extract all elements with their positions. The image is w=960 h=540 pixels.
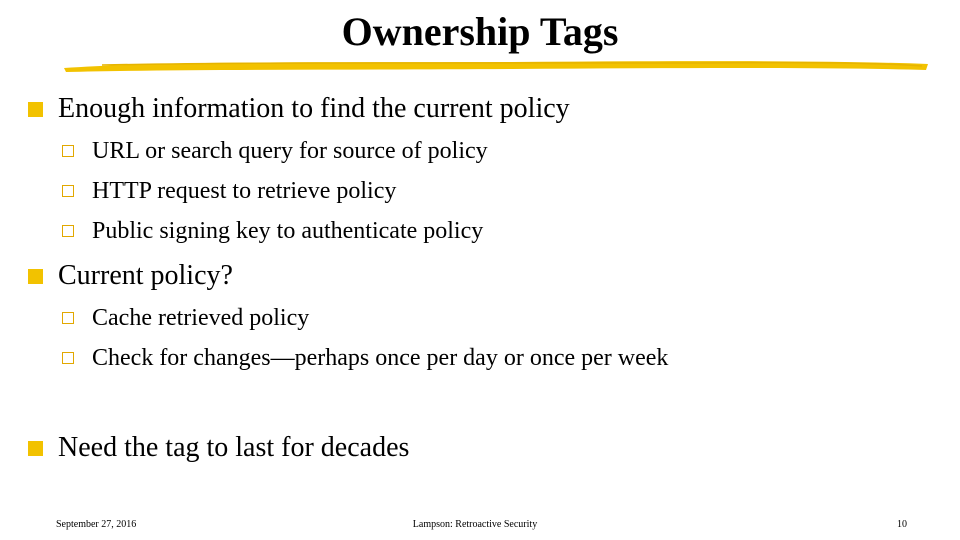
bullet-2 [28, 259, 233, 293]
bullet-3-text: Need the tag to last for decades [58, 432, 410, 463]
sub-bullet [62, 136, 488, 166]
sub-bullet-text: Check for changes—perhaps once per day or once per week [92, 345, 669, 371]
page-number: 10 [897, 519, 907, 530]
sub-bullet [62, 216, 483, 246]
sub-bullet [62, 303, 309, 333]
slide-title: Ownership Tags [341, 9, 619, 54]
sub-bullet-text: HTTP request to retrieve policy [92, 178, 397, 204]
footer-center: Lampson: Retroactive Security [412, 519, 538, 530]
bullet-1-text: Enough information to find the current policy [58, 93, 570, 124]
sub-bullet-text: Cache retrieved policy [92, 305, 310, 331]
hollow-square-icon [62, 145, 74, 157]
hollow-square-icon [62, 312, 74, 324]
bullet-1 [28, 92, 570, 126]
title-underline [62, 54, 932, 76]
sub-bullet [62, 343, 668, 373]
square-bullet-icon [28, 269, 43, 284]
square-bullet-icon [28, 441, 43, 456]
sub-bullet [62, 176, 396, 206]
sub-bullet-text: URL or search query for source of policy [92, 138, 488, 164]
hollow-square-icon [62, 225, 74, 237]
bullet-3 [28, 431, 409, 465]
hollow-square-icon [62, 352, 74, 364]
bullet-2-text: Current policy? [58, 260, 233, 291]
sub-bullet-text: Public signing key to authenticate policy [92, 218, 484, 244]
square-bullet-icon [28, 102, 43, 117]
footer-date: September 27, 2016 [56, 519, 137, 530]
hollow-square-icon [62, 185, 74, 197]
